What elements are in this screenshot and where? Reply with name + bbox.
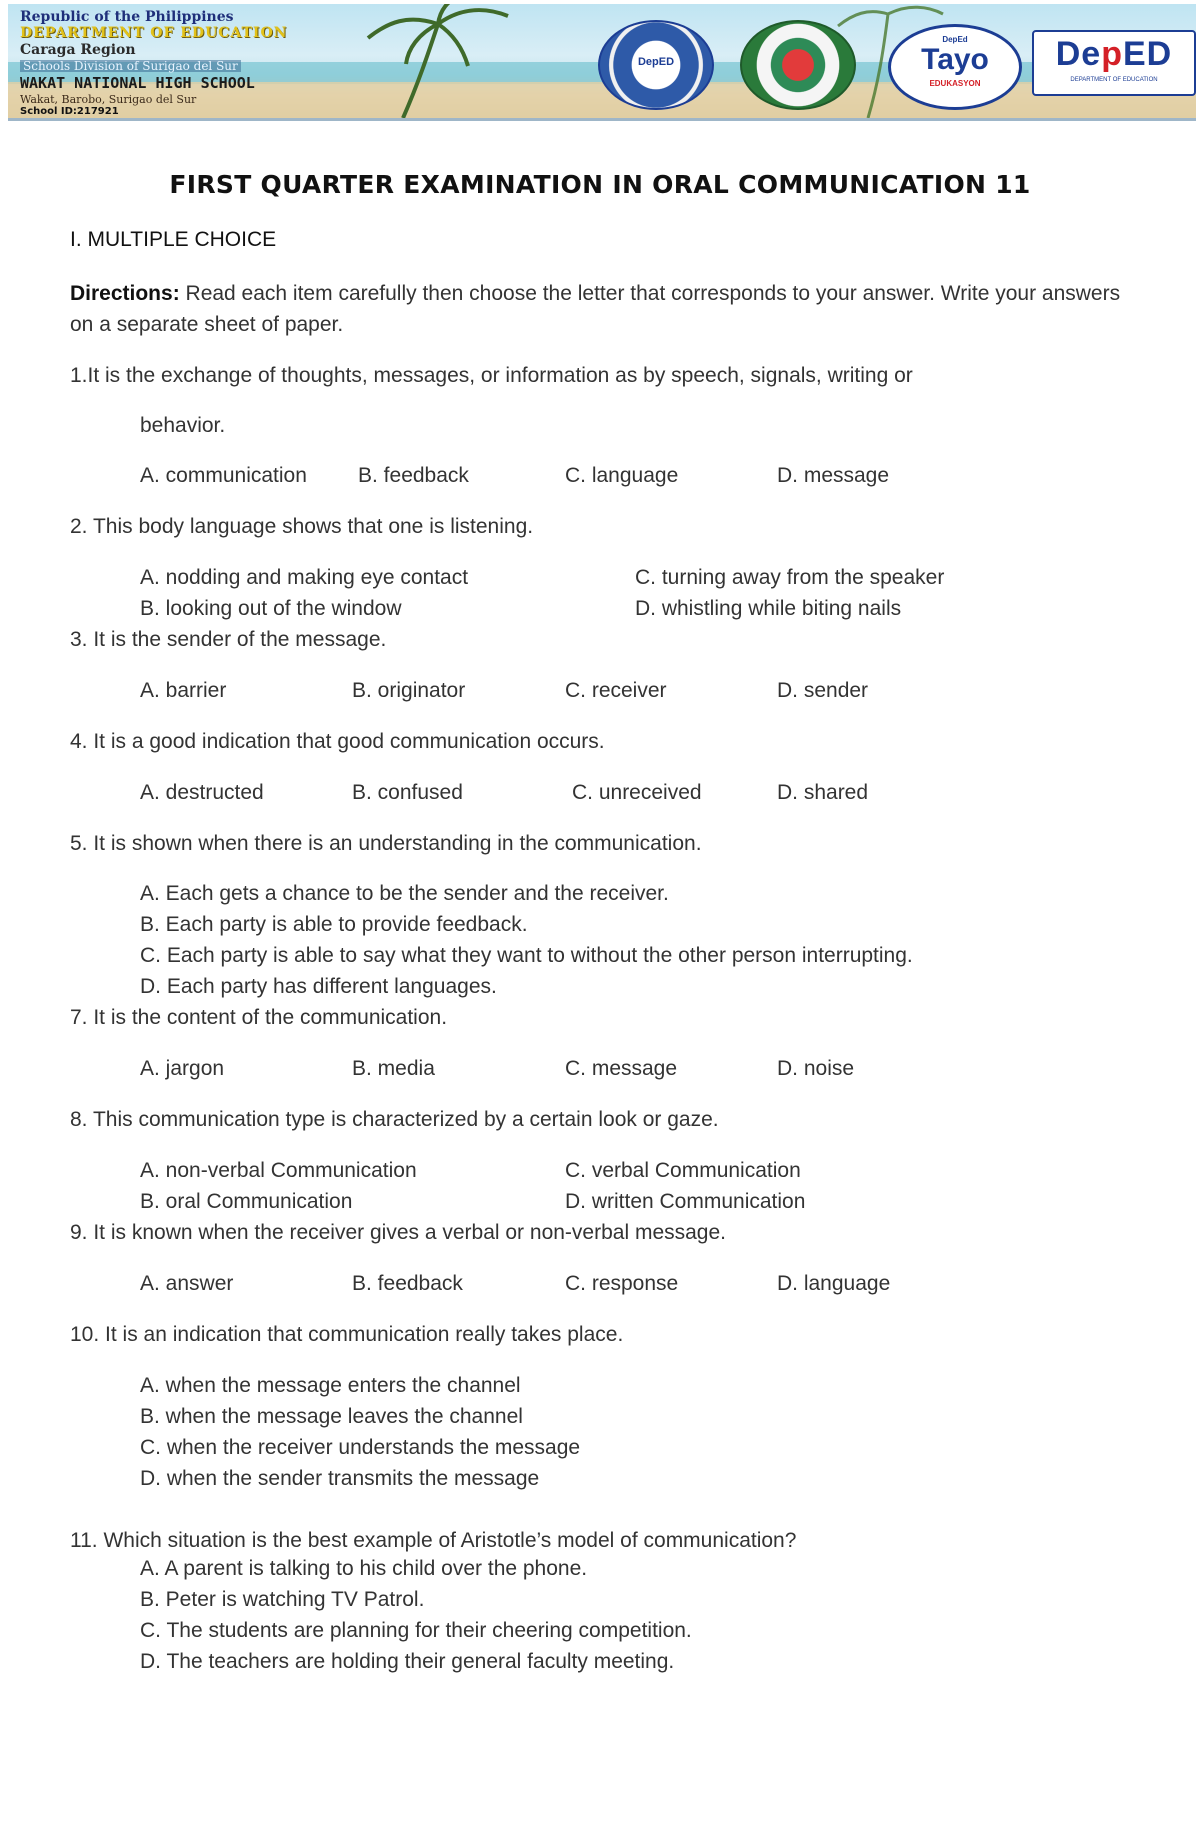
choice-option: D. sender xyxy=(777,679,869,702)
choice-option: A. A parent is talking to his child over the phone. xyxy=(140,1557,588,1580)
department-line: DEPARTMENT OF EDUCATION xyxy=(20,25,288,41)
tayo-sub: EDUKASYON xyxy=(929,79,981,88)
choice-option: A. when the message enters the channel xyxy=(140,1374,521,1397)
choice-option: C. verbal Communication xyxy=(565,1159,801,1182)
choice-option: B. feedback xyxy=(358,464,469,487)
region-line: Caraga Region xyxy=(20,42,136,58)
choice-option: D. written Communication xyxy=(565,1190,806,1213)
choice-option: D. noise xyxy=(777,1057,855,1080)
question-stem: 9. It is known when the receiver gives a verbal or non-verbal message. xyxy=(70,1221,726,1244)
deped-tayo-logo xyxy=(888,24,1022,110)
choice-option: A. Each gets a chance to be the sender and the receiver. xyxy=(140,882,669,905)
question-stem: 1.It is the exchange of thoughts, messages, or information as by speech, signals, writing or xyxy=(70,364,913,387)
school-name: WAKAT NATIONAL HIGH SCHOOL xyxy=(20,74,255,92)
choice-option: B. confused xyxy=(352,781,463,804)
question-stem: 2. This body language shows that one is listening. xyxy=(70,515,534,538)
choice-option: C. unreceived xyxy=(572,781,702,804)
choice-option: A. answer xyxy=(140,1272,234,1295)
choice-option: B. Each party is able to provide feedback. xyxy=(140,913,528,936)
question-stem: 3. It is the sender of the message. xyxy=(70,628,387,651)
choice-option: A. barrier xyxy=(140,679,227,702)
choice-option: C. turning away from the speaker xyxy=(635,566,945,589)
choice-option: D. shared xyxy=(777,781,869,804)
choice-option: D. Each party has different languages. xyxy=(140,975,497,998)
choice-option: D. whistling while biting nails xyxy=(635,597,902,620)
header-banner xyxy=(8,4,1196,121)
tayo-top: DepEd xyxy=(942,35,968,44)
choice-option: C. when the receiver understands the message xyxy=(140,1436,581,1459)
deped-logo-word: DepED xyxy=(1055,35,1173,73)
tayo-word: Tayo xyxy=(921,43,989,76)
choice-option: B. feedback xyxy=(352,1272,463,1295)
choice-option: A. non-verbal Communication xyxy=(140,1159,417,1182)
question-stem: 5. It is shown when there is an understanding in the communication. xyxy=(70,832,702,855)
choice-option: A. communication xyxy=(140,464,307,487)
choice-option: B. oral Communication xyxy=(140,1190,353,1213)
question-stem: 4. It is a good indication that good communication occurs. xyxy=(70,730,605,753)
choice-option: B. looking out of the window xyxy=(140,597,402,620)
choice-option: C. message xyxy=(565,1057,678,1080)
division-line: Schools Division of Surigao del Sur xyxy=(20,60,241,72)
choice-option: D. when the sender transmits the message xyxy=(140,1467,540,1490)
choice-option: B. Peter is watching TV Patrol. xyxy=(140,1588,425,1611)
school-id: School ID:217921 xyxy=(20,106,119,117)
choice-option: D. The teachers are holding their general faculty meeting. xyxy=(140,1650,675,1673)
choice-option: A. nodding and making eye contact xyxy=(140,566,469,589)
question-stem: 7. It is the content of the communication. xyxy=(70,1006,448,1029)
directions-text: Read each item carefully then choose the letter that corresponds to your answer. Write your answers on a separate sheet of paper. xyxy=(70,282,1121,336)
choice-option: C. The students are planning for their cheering competition. xyxy=(140,1619,692,1642)
directions xyxy=(70,278,1130,340)
choice-option: B. when the message leaves the channel xyxy=(140,1405,523,1428)
school-seal-icon xyxy=(598,20,714,110)
exam-title: FIRST QUARTER EXAMINATION IN ORAL COMMUNICATION 11 xyxy=(169,170,1031,199)
question-stem: 10. It is an indication that communication really takes place. xyxy=(70,1323,624,1346)
directions-label: Directions: xyxy=(70,282,180,305)
division-seal-icon xyxy=(740,20,856,110)
republic-line: Republic of the Philippines xyxy=(20,9,234,25)
question-stem: 11. Which situation is the best example of Aristotle’s model of communication? xyxy=(70,1529,797,1552)
choice-option: C. receiver xyxy=(565,679,667,702)
choice-option: A. jargon xyxy=(140,1057,225,1080)
choice-option: A. destructed xyxy=(140,781,264,804)
deped-logo-sub: DEPARTMENT OF EDUCATION xyxy=(1070,77,1158,83)
choice-option: B. media xyxy=(352,1057,435,1080)
deped-logo xyxy=(1032,30,1196,96)
question-stem: 8. This communication type is characterized by a certain look or gaze. xyxy=(70,1108,719,1131)
school-letterhead xyxy=(20,10,287,117)
school-address: Wakat, Barobo, Surigao del Sur xyxy=(20,93,197,106)
choice-option: C. language xyxy=(565,464,679,487)
section-heading: I. MULTIPLE CHOICE xyxy=(70,228,277,251)
choice-option: C. Each party is able to say what they want to without the other person interrupting. xyxy=(140,944,913,967)
choice-option: D. message xyxy=(777,464,890,487)
question-stem-continued: behavior. xyxy=(140,414,226,437)
choice-option: C. response xyxy=(565,1272,679,1295)
choice-option: D. language xyxy=(777,1272,891,1295)
seal-label: DepED xyxy=(637,56,675,68)
choice-option: B. originator xyxy=(352,679,466,702)
